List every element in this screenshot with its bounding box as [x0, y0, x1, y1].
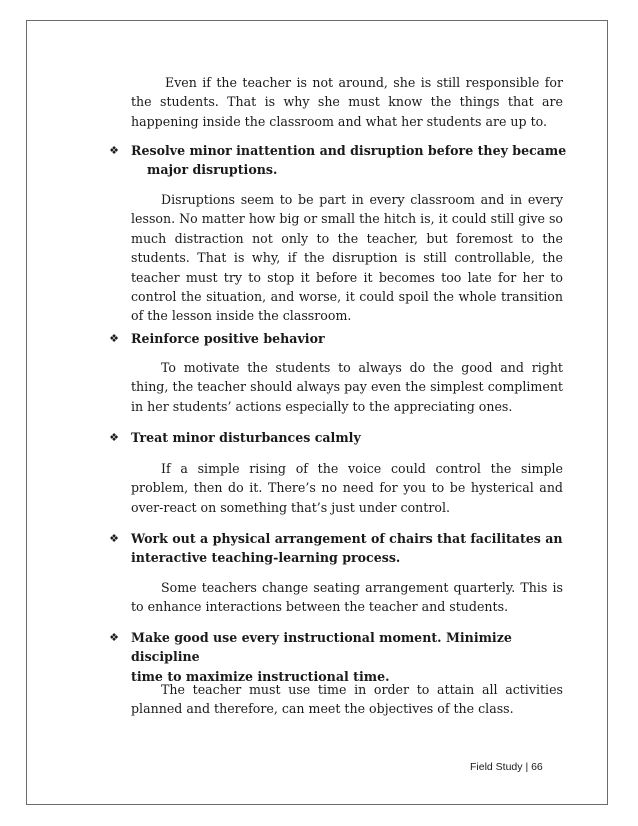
bullet-heading: Reinforce positive behavior	[131, 331, 325, 346]
disruptions-paragraph: Disruptions seem to be part in every classroom and in every lesson. No matter how big or small the hitch is, it could still give so much distraction not only to the teacher, but foremost to the students. That is why, if the disruption is still controllable, the teacher must try to stop it before it becomes too late for her to control the situation, and worse, it could spoil the whole transition of the lesson inside the classroom.	[131, 192, 563, 324]
bullet-resolve-disruption	[107, 141, 567, 180]
bullet-arrangement	[107, 529, 567, 568]
diamond-bullet-icon: ❖	[109, 332, 119, 345]
motivate-paragraph: To motivate the students to always do the good and right thing, the teacher should always pay even the simplest compliment in her students’ actions especially to the appreciating ones.	[131, 360, 563, 414]
page-footer: Field Study | 66	[470, 761, 543, 773]
bullet-treat-calmly	[107, 428, 567, 447]
bullet-heading-line1: Resolve minor inattention and disruption before they became	[131, 143, 567, 158]
time-paragraph: The teacher must use time in order to attain all activities planned and therefore, can meet the objectives of the class.	[131, 682, 563, 717]
bullet-heading-line2: major disruptions.	[147, 162, 278, 178]
bullet-heading: Treat minor disturbances calmly	[131, 430, 361, 445]
diamond-bullet-icon: ❖	[109, 631, 119, 644]
diamond-bullet-icon: ❖	[109, 532, 119, 545]
diamond-bullet-icon: ❖	[109, 144, 119, 157]
bullet-heading-line1: Work out a physical arrangement of chairs that facilitates an	[131, 531, 563, 546]
voice-paragraph: If a simple rising of the voice could control the simple problem, then do it. There’s no need for you to be hysterical and over-react on something that’s just under control.	[131, 461, 563, 515]
intro-paragraph: Even if the teacher is not around, she is still responsible for the students. That is why she must know the things that are happening inside the classroom and what her students are up to.	[131, 75, 563, 129]
bullet-heading-line2: time to maximize instructional time.	[131, 668, 390, 684]
seating-paragraph: Some teachers change seating arrangement quarterly. This is to enhance interactions between the teacher and students.	[131, 580, 563, 615]
bullet-reinforce-behavior	[107, 329, 567, 348]
diamond-bullet-icon: ❖	[109, 431, 119, 444]
bullet-heading-line1: Make good use every instructional moment. Minimize discipline	[131, 630, 512, 665]
bullet-heading-line2: interactive teaching-learning process.	[131, 550, 401, 566]
bullet-use-time	[107, 628, 567, 686]
